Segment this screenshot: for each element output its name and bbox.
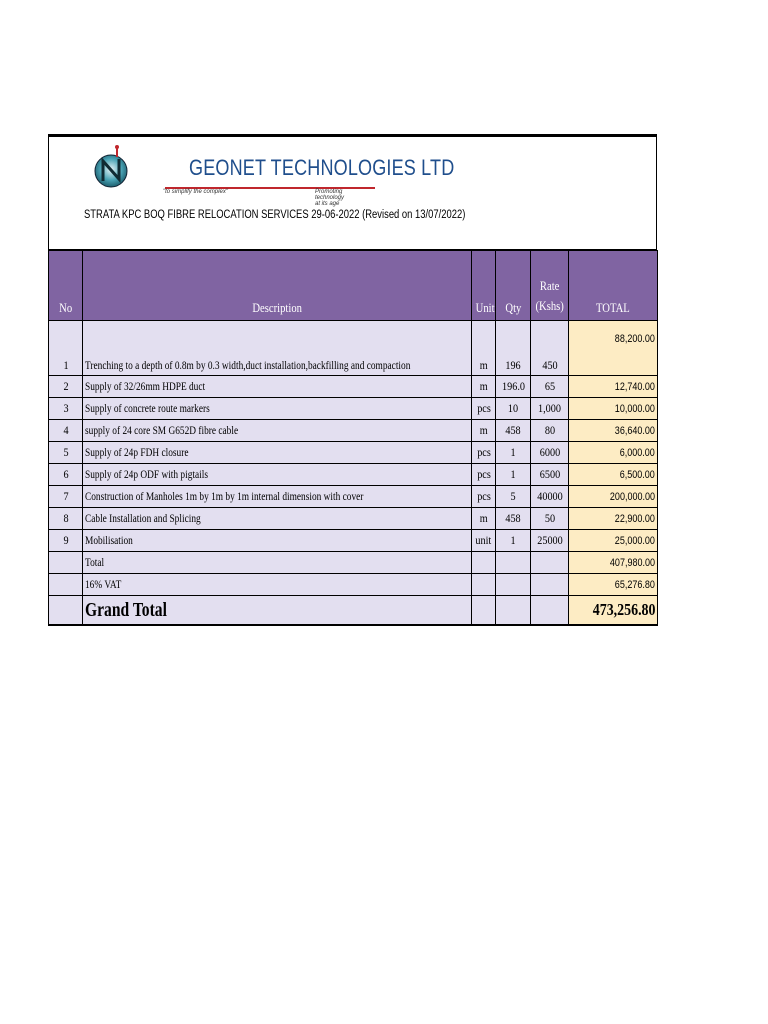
row-unit: m xyxy=(472,420,496,442)
vat-row xyxy=(49,574,658,596)
row-qty: 1 xyxy=(496,464,531,486)
globe-logo-icon xyxy=(93,143,133,191)
total-row-value: 407,980.00 xyxy=(569,552,658,574)
row-qty: 10 xyxy=(496,398,531,420)
row-no: 5 xyxy=(49,442,83,464)
row-rate: 6000 xyxy=(531,442,569,464)
row-rate: 450 xyxy=(531,321,569,376)
row-description: Cable Installation and Splicing xyxy=(83,508,472,530)
row-rate: 40000 xyxy=(531,486,569,508)
row-no: 2 xyxy=(49,376,83,398)
row-total: 6,500.00 xyxy=(569,464,658,486)
row-total: 25,000.00 xyxy=(569,530,658,552)
company-name: GEONET TECHNOLOGIES LTD xyxy=(189,155,455,180)
empty-cell xyxy=(49,596,83,626)
table-row xyxy=(49,420,658,442)
row-description: Supply of 24p FDH closure xyxy=(83,442,472,464)
row-total: 88,200.00 xyxy=(569,321,658,376)
row-total: 200,000.00 xyxy=(569,486,658,508)
column-header-unit: Unit xyxy=(472,251,496,321)
grand-total-value: 473,256.80 xyxy=(569,596,658,626)
row-description: Supply of 32/26mm HDPE duct xyxy=(83,376,472,398)
table-row xyxy=(49,321,658,376)
table-header-row xyxy=(49,251,658,321)
empty-cell xyxy=(496,574,531,596)
row-description: Trenching to a depth of 0.8m by 0.3 width,duct installation,backfilling and compaction xyxy=(83,321,472,376)
row-qty: 458 xyxy=(496,420,531,442)
row-no: 8 xyxy=(49,508,83,530)
row-qty: 458 xyxy=(496,508,531,530)
total-row-label: Total xyxy=(83,552,472,574)
row-total: 12,740.00 xyxy=(569,376,658,398)
row-total: 36,640.00 xyxy=(569,420,658,442)
document-header xyxy=(48,134,657,250)
row-no: 7 xyxy=(49,486,83,508)
row-no: 9 xyxy=(49,530,83,552)
table-row xyxy=(49,376,658,398)
row-rate: 50 xyxy=(531,508,569,530)
row-no: 4 xyxy=(49,420,83,442)
row-description: Supply of concrete route markers xyxy=(83,398,472,420)
row-total: 6,000.00 xyxy=(569,442,658,464)
row-qty: 1 xyxy=(496,442,531,464)
table-row xyxy=(49,442,658,464)
empty-cell xyxy=(531,574,569,596)
table-row xyxy=(49,530,658,552)
row-unit: unit xyxy=(472,530,496,552)
total-row xyxy=(49,552,658,574)
vat-row-value: 65,276.80 xyxy=(569,574,658,596)
row-rate: 80 xyxy=(531,420,569,442)
row-total: 22,900.00 xyxy=(569,508,658,530)
row-no: 1 xyxy=(49,321,83,376)
row-no: 6 xyxy=(49,464,83,486)
tagline-left: "to simplify the complex" xyxy=(163,189,228,195)
row-qty: 196.0 xyxy=(496,376,531,398)
row-description: Construction of Manholes 1m by 1m by 1m internal dimension with cover xyxy=(83,486,472,508)
empty-cell xyxy=(531,552,569,574)
row-description: supply of 24 core SM G652D fibre cable xyxy=(83,420,472,442)
row-unit: pcs xyxy=(472,464,496,486)
empty-cell xyxy=(472,574,496,596)
empty-cell xyxy=(49,552,83,574)
column-header-no: No xyxy=(49,251,83,321)
row-unit: pcs xyxy=(472,398,496,420)
column-header-qty: Qty xyxy=(496,251,531,321)
row-unit: pcs xyxy=(472,486,496,508)
table-row xyxy=(49,398,658,420)
row-unit: m xyxy=(472,321,496,376)
empty-cell xyxy=(472,552,496,574)
boq-sheet xyxy=(48,134,657,626)
tagline-right: Promoting technology at its age xyxy=(315,189,345,207)
grand-total-row xyxy=(49,596,658,626)
document-title: STRATA KPC BOQ FIBRE RELOCATION SERVICES 29-06-2022 (Revised on 13/07/2022) xyxy=(84,209,466,221)
row-rate: 65 xyxy=(531,376,569,398)
empty-cell xyxy=(531,596,569,626)
empty-cell xyxy=(49,574,83,596)
column-header-description: Description xyxy=(83,251,472,321)
vat-row-label: 16% VAT xyxy=(83,574,472,596)
row-qty: 5 xyxy=(496,486,531,508)
row-unit: pcs xyxy=(472,442,496,464)
row-no: 3 xyxy=(49,398,83,420)
column-header-total: TOTAL xyxy=(569,251,658,321)
company-logo xyxy=(93,143,455,207)
row-description: Supply of 24p ODF with pigtails xyxy=(83,464,472,486)
row-rate: 25000 xyxy=(531,530,569,552)
table-row xyxy=(49,464,658,486)
row-qty: 196 xyxy=(496,321,531,376)
row-description: Mobilisation xyxy=(83,530,472,552)
empty-cell xyxy=(496,552,531,574)
row-rate: 1,000 xyxy=(531,398,569,420)
boq-table xyxy=(48,250,658,626)
table-row xyxy=(49,486,658,508)
row-total: 10,000.00 xyxy=(569,398,658,420)
grand-total-label: Grand Total xyxy=(83,596,472,626)
empty-cell xyxy=(472,596,496,626)
table-row xyxy=(49,508,658,530)
row-unit: m xyxy=(472,376,496,398)
row-unit: m xyxy=(472,508,496,530)
column-header-rate: Rate (Kshs) xyxy=(531,251,569,321)
row-qty: 1 xyxy=(496,530,531,552)
empty-cell xyxy=(496,596,531,626)
row-rate: 6500 xyxy=(531,464,569,486)
